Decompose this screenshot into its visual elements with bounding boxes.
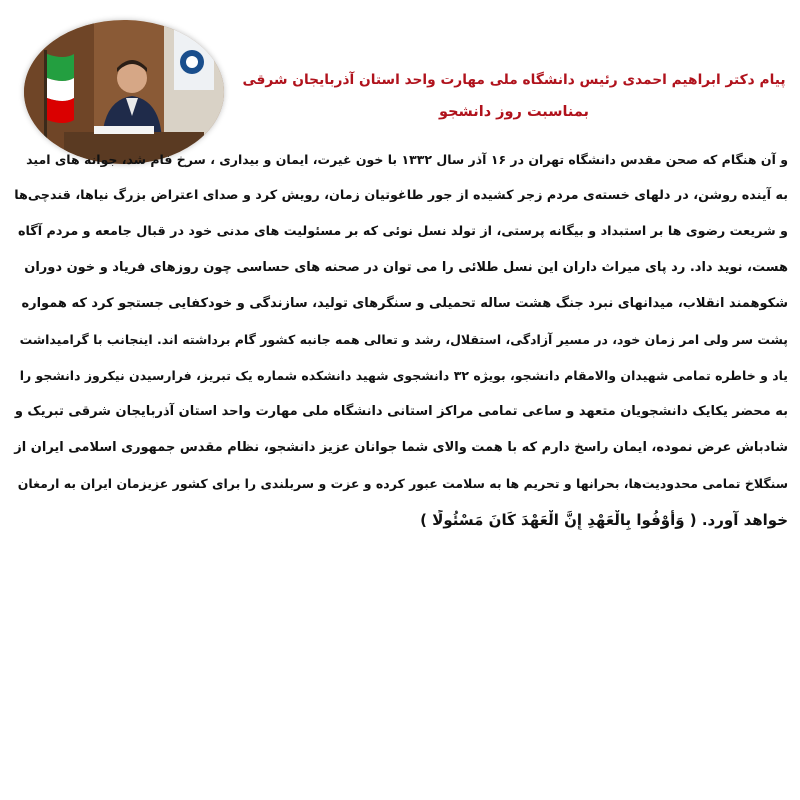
body-line: شادباش عرض نموده، ایمان راسخ دارم که با همت والای شما جوانان عزیز دانشجو، نظام مقدس جمهوری اسلامی ایران از [14, 440, 788, 455]
body-line: پشت سر ولی امر زمان خود، در مسیر آزادگی، استقلال، رشد و تعالی همه جانبه کشور گام برداشته اند. اینجانب با گرامیداشت [19, 332, 788, 347]
body-line: یاد و خاطره تمامی شهیدان والامقام دانشجو، بویژه ۳۲ دانشجوی شهید دانشکده شماره یک تبریز، فرارسیدن نیکروز دانشجو را [19, 368, 788, 383]
body-line: و شریعت رضوی ها بر استبداد و بیگانه پرستی، از تولد نسل نوئی که بر مسئولیت های مدنی خود در قبال جامعه و مردم آگاه [17, 224, 788, 239]
portrait-photo [24, 20, 224, 164]
body-line: به آینده روشن، در دلهای خسته‌ی مردم زجر کشیده از جور طاغوتیان زمان، رویش کرد و صدای اعتراض بزرگ نیاها، قندچی‌ها [14, 188, 788, 203]
message-body [12, 150, 788, 546]
body-line: خواهد آورد. ( وَأَوْفُوا بِالْعَهْدِ إِنَّ الْعَهْدَ كَانَ مَسْئُولًا ) [420, 511, 788, 529]
body-line: و آن هنگام که صحن مقدس دانشگاه تهران در ۱۶ آذر سال ۱۳۳۲ با خون غیرت، ایمان و بیداری ، سرخ فام شد، جوانه های امید [26, 152, 788, 167]
body-line: به محضر یکایک دانشجویان متعهد و ساعی تمامی مراکز استانی دانشگاه ملی مهارت واحد استان آذربایجان شرقی تبریک و [14, 404, 788, 419]
body-line: شکوهمند انقلاب، میدانهای نبرد جنگ هشت ساله تحمیلی و سنگرهای تولید، سازندگی و خودکفایی جستجو کرد که همواره [21, 296, 788, 311]
message-subtitle: بمناسبت روز دانشجو [438, 104, 589, 120]
body-line: سنگلاخ تمامی محدودیت‌ها، بحرانها و تحریم ها به سلامت عبور کرده و عزت و سربلندی را برای کشور عزیزمان ایران به ارمغان [17, 476, 788, 491]
message-header [240, 68, 788, 124]
body-line: هست، نوید داد. رد پای میراث داران این نسل طلائی را می توان در صحنه های حساسی چون روزهای فریاد و خون دوران [24, 260, 788, 275]
office-scene-illustration [24, 20, 224, 164]
message-title: پیام دکتر ابراهیم احمدی رئیس دانشگاه ملی مهارت واحد استان آذربایجان شرقی [242, 72, 786, 88]
